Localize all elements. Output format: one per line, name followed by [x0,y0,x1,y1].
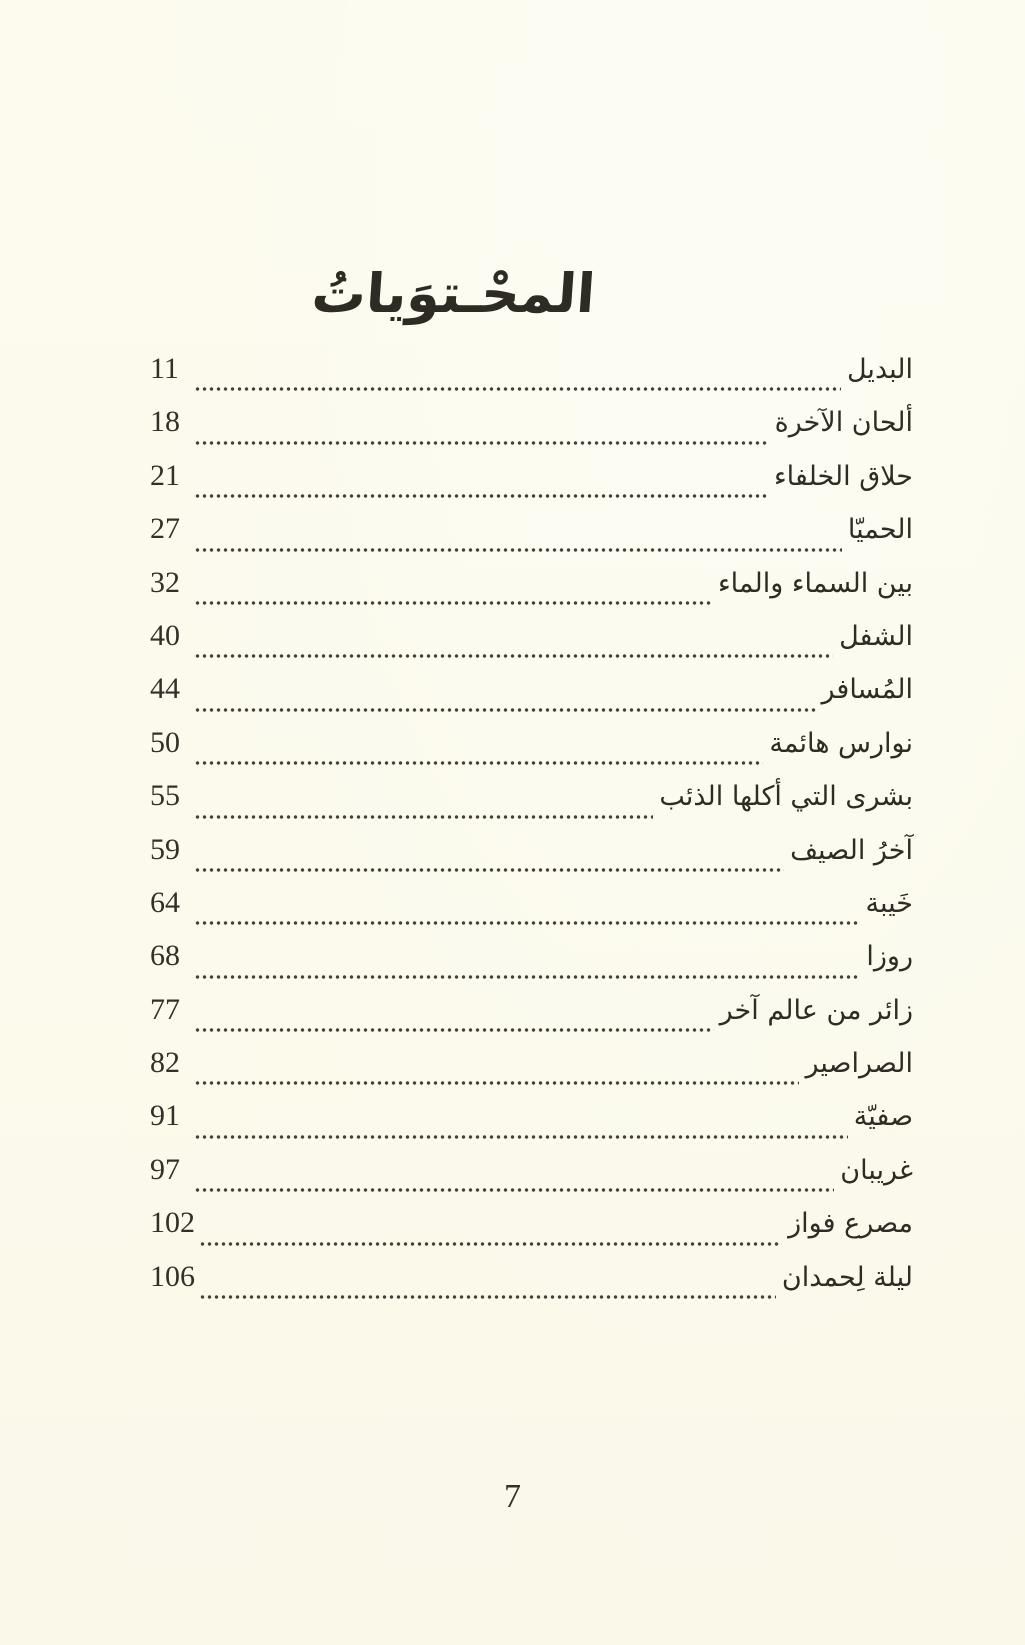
page-number: 7 [504,1478,521,1515]
toc-entry-title: مصرع فواز [788,1208,913,1240]
dotted-leader [194,619,833,672]
toc-entry-title: زائر من عالم آخر [719,994,913,1026]
toc-entry-page: 59 [150,832,180,866]
dotted-leader [194,405,769,458]
toc-entry-page: 91 [150,1099,180,1133]
toc-entry-page: 50 [150,725,180,759]
toc-entry-page: 82 [150,1046,180,1080]
toc-entry [150,886,913,939]
toc-entry [150,1099,913,1152]
toc-entry-page: 11 [150,352,179,385]
toc-entry-page: 106 [150,1259,195,1293]
toc-entry-page: 68 [150,939,180,973]
toc-entry [150,1206,913,1259]
dotted-leader [199,1206,782,1259]
toc-entry [150,352,913,405]
toc-entry-page: 21 [150,458,180,492]
toc-entry [150,779,913,832]
toc-entry-title: خَيبة [865,887,913,919]
dotted-leader [194,1153,834,1206]
toc-entry-title: حلاق الخلفاء [773,460,913,492]
toc-entry-page: 55 [150,779,180,813]
dotted-leader [194,726,763,779]
toc-entry-page: 97 [150,1152,180,1186]
dotted-leader [199,1260,776,1313]
toc-entry [150,619,913,672]
toc-entry-title: بشرى التي أكلها الذئب [659,781,913,813]
toc-entry-title: الحميّا [847,514,913,546]
dotted-leader [194,459,768,512]
toc-entry-title: غريبان [840,1154,913,1186]
dotted-leader [194,779,653,832]
toc-entry-page: 44 [150,672,180,706]
toc-entry [150,672,913,725]
toc-entry-title: روزا [866,941,913,973]
toc-entry-title: البديل [846,354,913,385]
toc-entry [150,512,913,565]
dotted-leader [194,352,841,405]
toc-entry-page: 102 [150,1206,195,1240]
toc-entry-page: 64 [150,885,180,919]
dotted-leader [194,886,860,939]
toc-entry-title: بين السماء والماء [717,567,913,599]
toc-entry [150,1153,913,1206]
dotted-leader [194,833,784,886]
dotted-leader [194,993,714,1046]
toc-entry [150,1046,913,1099]
toc-entry-title: صفيّة [853,1101,913,1133]
toc-entry [150,459,913,512]
toc-entry-title: الصراصير [805,1048,913,1080]
toc-entry-title: نوارس هائمة [769,727,913,759]
toc-entry [150,993,913,1046]
toc-entry [150,939,913,992]
toc-entry-title: الشفل [839,620,913,652]
toc-entry-page: 27 [150,512,180,546]
dotted-leader [194,1099,848,1152]
toc-entry-page: 40 [150,618,180,652]
dotted-leader [194,566,712,619]
toc-entry-title: ليلة لِحمدان [781,1261,913,1293]
toc-entry [150,1260,913,1313]
dotted-leader [194,939,860,992]
toc-entry-title: المُسافر [821,674,913,706]
toc-entry-title: آخرُ الصيف [790,834,913,866]
toc-entry [150,726,913,779]
toc-entry [150,566,913,619]
dotted-leader [194,512,842,565]
toc-list [150,352,913,1313]
toc-entry-title: ألحان الآخرة [774,407,913,439]
toc-entry-page: 32 [150,565,180,599]
toc-title: المحْـتوَياتُ [309,262,598,325]
toc-entry-page: 77 [150,992,180,1026]
dotted-leader [194,672,816,725]
dotted-leader [194,1046,799,1099]
toc-entry-page: 18 [150,405,180,439]
toc-entry [150,405,913,458]
toc-entry [150,833,913,886]
